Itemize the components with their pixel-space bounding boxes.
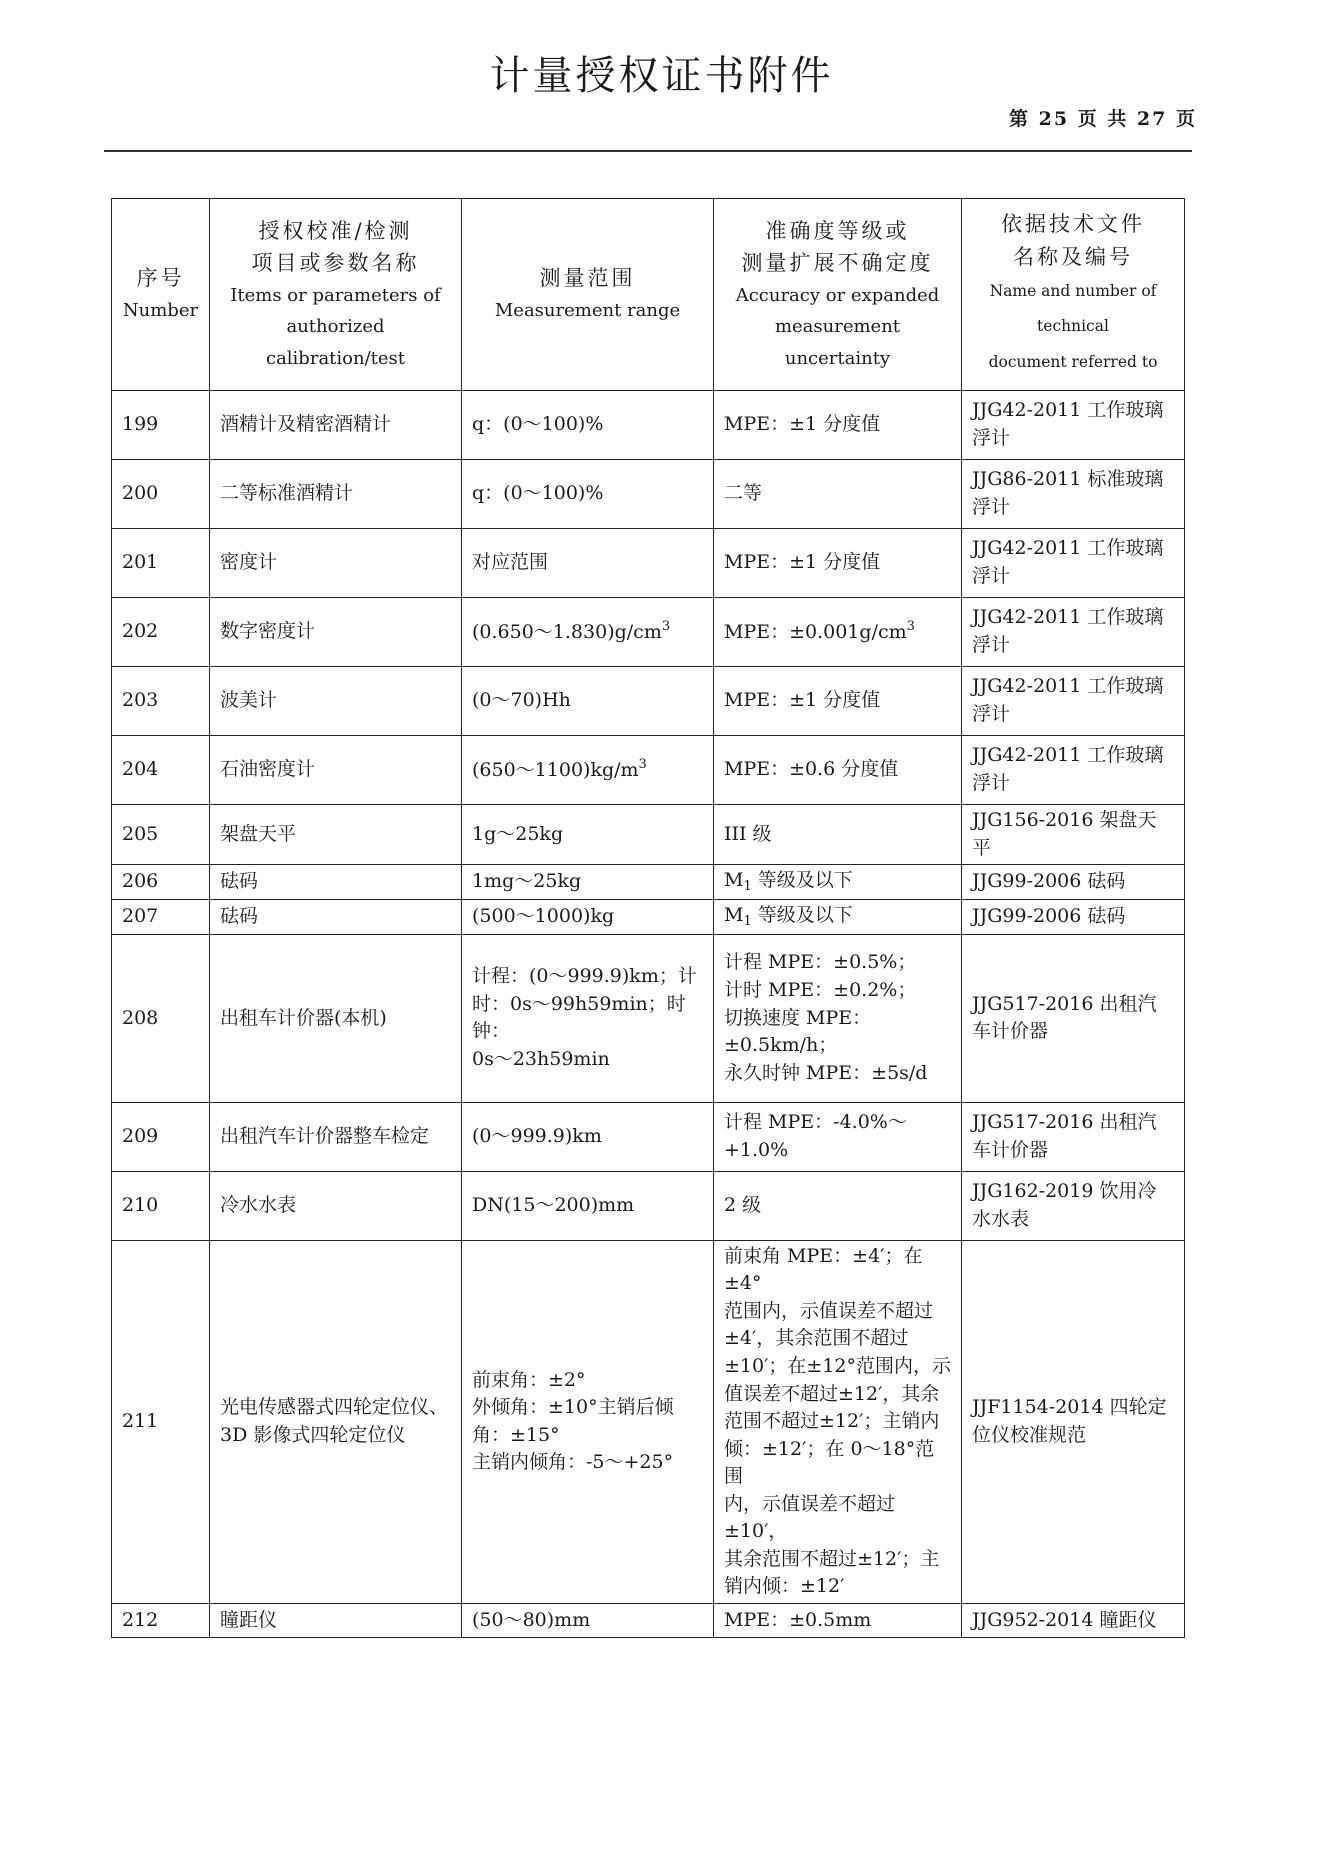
- row-accuracy: 二等: [714, 460, 962, 529]
- row-document: JJG99-2006 砝码: [962, 899, 1185, 934]
- row-range: DN(15～200)mm: [462, 1171, 714, 1240]
- row-document: JJG517-2016 出租汽车计价器: [962, 934, 1185, 1102]
- header-item: [210, 199, 462, 391]
- row-accuracy-text: MPE：±0.001g/cm: [724, 620, 907, 643]
- row-accuracy: MPE：±0.5mm: [714, 1603, 962, 1637]
- row-number: 211: [112, 1240, 210, 1603]
- row-number: 208: [112, 934, 210, 1102]
- row-range: [462, 934, 714, 1102]
- row-accuracy: [714, 1240, 962, 1603]
- row-accuracy: [714, 598, 962, 667]
- row-document: JJG156-2016 架盘天平: [962, 805, 1185, 865]
- header-item-cn-1: 授权校准/检测: [258, 218, 413, 243]
- row-accuracy: 计程 MPE：-4.0%～+1.0%: [714, 1102, 962, 1171]
- header-document-en-2: technical: [1037, 317, 1109, 336]
- row-accuracy-line: 永久时钟 MPE：±5s/d: [724, 1061, 928, 1084]
- row-item: 石油密度计: [210, 736, 462, 805]
- row-range-line: 角：±15°: [472, 1423, 560, 1446]
- row-accuracy-line: 前束角 MPE：±4′；在±4°: [724, 1244, 923, 1295]
- row-accuracy-text: 等级及以下: [757, 869, 853, 892]
- row-number: 203: [112, 667, 210, 736]
- row-accuracy-sub: 1: [743, 879, 752, 895]
- row-accuracy-line: ±4′，其余范围不超过: [724, 1327, 909, 1350]
- row-accuracy: MPE：±1 分度值: [714, 667, 962, 736]
- row-item: 数字密度计: [210, 598, 462, 667]
- row-number: 207: [112, 899, 210, 934]
- row-accuracy: MPE：±1 分度值: [714, 391, 962, 460]
- row-accuracy-line: 切换速度 MPE：: [724, 1006, 872, 1029]
- row-document: JJG162-2019 饮用冷水水表: [962, 1171, 1185, 1240]
- row-document: JJG99-2006 砝码: [962, 865, 1185, 900]
- row-accuracy: [714, 865, 962, 900]
- header-range-en: Measurement range: [494, 300, 681, 322]
- row-item: 二等标准酒精计: [210, 460, 462, 529]
- row-document: JJG86-2011 标准玻璃浮计: [962, 460, 1185, 529]
- row-item: 波美计: [210, 667, 462, 736]
- row-number: 210: [112, 1171, 210, 1240]
- header-number-cn: 序号: [136, 266, 185, 291]
- row-range-line: 外倾角：±10°主销后倾: [472, 1396, 674, 1419]
- table-row: [112, 1240, 1185, 1603]
- row-accuracy: III 级: [714, 805, 962, 865]
- row-range-line: 主销内倾角：-5～+25°: [472, 1451, 674, 1474]
- row-item: 砝码: [210, 865, 462, 900]
- row-accuracy-sub: 1: [743, 913, 752, 929]
- page-indicator: 第 25 页 共 27 页: [1009, 108, 1197, 130]
- row-number: 206: [112, 865, 210, 900]
- header-document-cn-1: 依据技术文件: [1001, 212, 1145, 237]
- row-item: 出租车计价器(本机): [210, 934, 462, 1102]
- row-number: 201: [112, 529, 210, 598]
- row-number: 202: [112, 598, 210, 667]
- row-accuracy-line: 倾：±12′；在 0～18°范围: [724, 1437, 935, 1488]
- row-range: q：(0～100)%: [462, 460, 714, 529]
- row-item: 酒精计及精密酒精计: [210, 391, 462, 460]
- header-accuracy-en-2: measurement uncertainty: [774, 316, 901, 369]
- row-range: (0～999.9)km: [462, 1102, 714, 1171]
- row-range: 对应范围: [462, 529, 714, 598]
- table-header-row: [112, 199, 1185, 391]
- row-item: 架盘天平: [210, 805, 462, 865]
- row-accuracy-text: 等级及以下: [757, 903, 853, 926]
- row-document: JJG42-2011 工作玻璃浮计: [962, 529, 1185, 598]
- row-document: JJF1154-2014 四轮定位仪校准规范: [962, 1240, 1185, 1603]
- row-accuracy-line: ±0.5km/h；: [724, 1034, 838, 1057]
- row-range: [462, 1240, 714, 1603]
- table-row: [112, 934, 1185, 1102]
- row-item: 出租汽车计价器整车检定: [210, 1102, 462, 1171]
- header-accuracy-cn-2: 测量扩展不确定度: [741, 251, 934, 276]
- row-document: JJG42-2011 工作玻璃浮计: [962, 391, 1185, 460]
- table-row: [112, 736, 1185, 805]
- header-item-en-1: Items or parameters of: [230, 284, 441, 306]
- row-accuracy-line: 值误差不超过±12′，其余: [724, 1382, 940, 1405]
- table-row: [112, 805, 1185, 865]
- table-row: [112, 460, 1185, 529]
- row-range: [462, 736, 714, 805]
- row-item: 砝码: [210, 899, 462, 934]
- table-row: [112, 667, 1185, 736]
- row-accuracy-line: 范围内，示值误差不超过: [724, 1299, 934, 1322]
- row-accuracy: MPE：±1 分度值: [714, 529, 962, 598]
- row-accuracy: [714, 899, 962, 934]
- row-number: 205: [112, 805, 210, 865]
- row-accuracy-line: 其余范围不超过±12′；主: [724, 1547, 940, 1570]
- table-row: [112, 865, 1185, 900]
- row-document: JJG517-2016 出租汽车计价器: [962, 1102, 1185, 1171]
- header-range: [462, 199, 714, 391]
- row-number: 200: [112, 460, 210, 529]
- header-accuracy-en-1: Accuracy or expanded: [735, 284, 940, 306]
- header-document-en-3: document referred to: [988, 352, 1158, 371]
- row-number: 209: [112, 1102, 210, 1171]
- row-range-text: (650～1100)kg/m: [472, 758, 639, 781]
- table-row: [112, 899, 1185, 934]
- row-number: 204: [112, 736, 210, 805]
- header-divider: [104, 150, 1192, 152]
- row-accuracy-line: 计程 MPE：±0.5%；: [724, 951, 917, 974]
- row-item: 密度计: [210, 529, 462, 598]
- row-accuracy-line: 计时 MPE：±0.2%；: [724, 978, 917, 1001]
- row-accuracy-line: ±10′；在±12°范围内，示: [724, 1354, 952, 1377]
- row-accuracy-line: 范围不超过±12′；主销内: [724, 1410, 940, 1433]
- table-row: [112, 529, 1185, 598]
- header-accuracy-cn-1: 准确度等级或: [765, 218, 910, 243]
- row-accuracy: [714, 934, 962, 1102]
- row-accuracy-line: 内，示值误差不超过±10′，: [724, 1492, 896, 1543]
- row-document: JJG42-2011 工作玻璃浮计: [962, 667, 1185, 736]
- row-range-line: 前束角：±2°: [472, 1368, 586, 1391]
- row-range-line: 0s～23h59min: [472, 1047, 610, 1070]
- header-range-cn: 测量范围: [539, 266, 636, 291]
- row-range-sup: 3: [661, 618, 671, 634]
- table-row: [112, 1102, 1185, 1171]
- header-accuracy: [714, 199, 962, 391]
- authorization-table: [111, 198, 1185, 1638]
- header-document: [962, 199, 1185, 391]
- row-range-line: 时：0s～99h59min；时钟：: [472, 992, 686, 1043]
- table-row: [112, 1603, 1185, 1637]
- row-range: (0～70)Hh: [462, 667, 714, 736]
- row-range-sup: 3: [638, 756, 647, 772]
- row-accuracy-prefix: M: [724, 869, 744, 892]
- header-item-cn-2: 项目或参数名称: [251, 251, 420, 276]
- row-accuracy-line: 销内倾：±12′: [724, 1575, 845, 1598]
- row-item: 瞳距仪: [210, 1603, 462, 1637]
- page-title: 计量授权证书附件: [489, 53, 834, 99]
- row-accuracy: MPE：±0.6 分度值: [714, 736, 962, 805]
- header-number-en: Number: [122, 300, 199, 322]
- row-range: (50～80)mm: [462, 1603, 714, 1637]
- row-document: JJG42-2011 工作玻璃浮计: [962, 736, 1185, 805]
- row-range: (500～1000)kg: [462, 899, 714, 934]
- row-item: 冷水水表: [210, 1171, 462, 1240]
- row-item: 光电传感器式四轮定位仪、3D 影像式四轮定位仪: [210, 1240, 462, 1603]
- row-range: q：(0～100)%: [462, 391, 714, 460]
- header-document-cn-2: 名称及编号: [1013, 245, 1133, 270]
- row-range-line: 计程：(0～999.9)km；计: [472, 965, 697, 988]
- row-range: 1g～25kg: [462, 805, 714, 865]
- table-row: [112, 1171, 1185, 1240]
- row-range: [462, 598, 714, 667]
- row-number: 212: [112, 1603, 210, 1637]
- row-accuracy-sup: 3: [906, 618, 915, 634]
- row-document: JJG952-2014 瞳距仪: [962, 1603, 1185, 1637]
- row-accuracy: 2 级: [714, 1171, 962, 1240]
- table-row: [112, 391, 1185, 460]
- header-document-en-1: Name and number of: [989, 281, 1157, 300]
- row-range-text: (0.650～1.830)g/cm: [472, 620, 662, 643]
- row-number: 199: [112, 391, 210, 460]
- header-item-en-2: authorized calibration/test: [265, 316, 406, 369]
- table-row: [112, 598, 1185, 667]
- row-range: 1mg～25kg: [462, 865, 714, 900]
- header-number: [112, 199, 210, 391]
- row-document: JJG42-2011 工作玻璃浮计: [962, 598, 1185, 667]
- row-accuracy-prefix: M: [724, 903, 744, 926]
